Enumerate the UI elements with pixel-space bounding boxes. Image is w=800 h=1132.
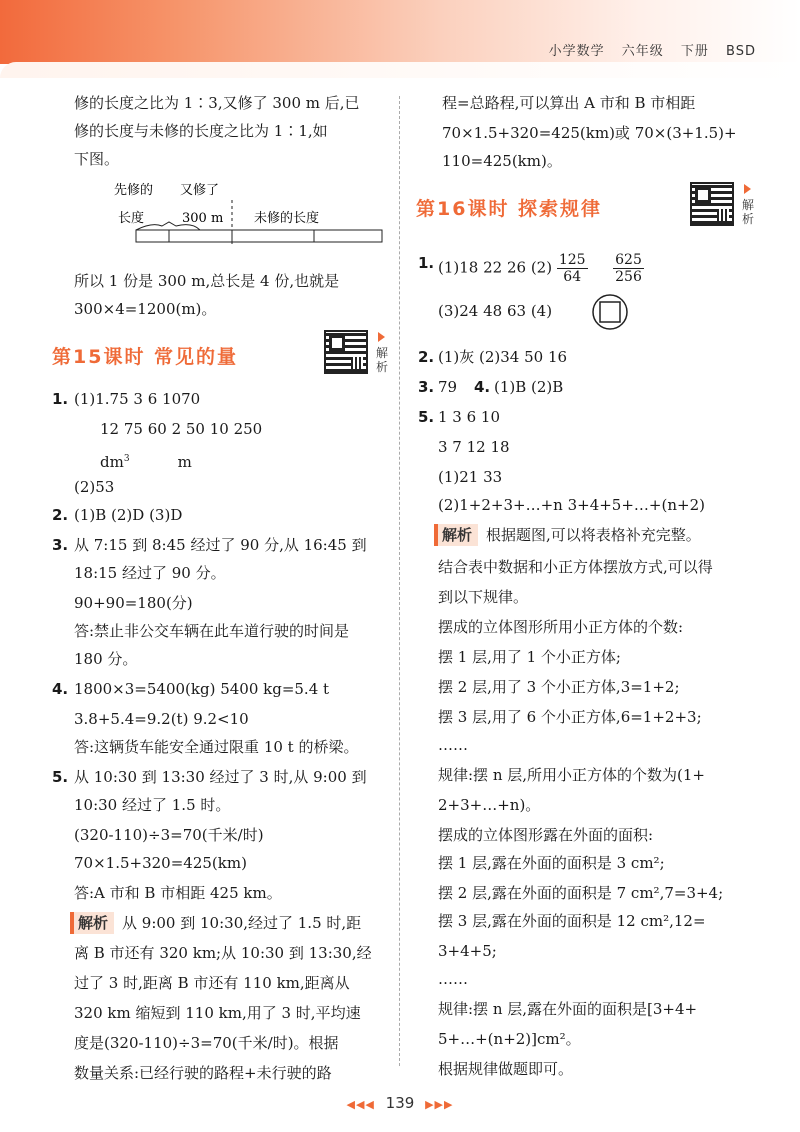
analysis-line: 摆成的立体图形露在外面的面积: [438, 826, 654, 844]
answer-line: (320-110)÷3=70(千米/时) [74, 826, 264, 844]
header-info [537, 40, 756, 59]
answer-line: (1)B (2)B [494, 378, 564, 396]
column-divider [399, 96, 400, 1066]
analysis-line: 摆成的立体图形所用小正方体的个数: [438, 618, 684, 636]
text-line: 300×4=1200(m)。 [74, 300, 217, 318]
analysis-tag: 解析 [434, 524, 478, 546]
answer-line: 12 75 60 2 50 10 250 [100, 420, 263, 438]
answer-line: 从 7:15 到 8:45 经过了 90 分,从 16:45 到 [74, 536, 367, 554]
question-number: 2. [418, 348, 435, 366]
question-number: 4. [474, 378, 491, 396]
answer-line: (1)1.75 3 6 1070 [74, 390, 201, 408]
analysis-line: …… [438, 970, 468, 988]
analysis-line: 摆 3 层,用了 6 个小正方体,6=1+2+3; [438, 708, 702, 726]
analysis-line: 3+4+5; [438, 942, 497, 960]
analysis-line: 摆 1 层,露在外面的面积是 3 cm²; [438, 854, 665, 872]
lesson-16-title: 第16课时 探索规律 [416, 198, 603, 220]
analysis-line: 过了 3 时,距离 B 市还有 110 km,距离从 [74, 974, 350, 992]
text-line: 下图。 [74, 150, 120, 168]
prev-arrows-icon: ◀◀◀ [346, 1098, 375, 1111]
play-icon [378, 332, 385, 342]
page-footer [0, 1094, 800, 1112]
diagram-bar [136, 230, 382, 242]
diagram-label-done: 先修的 [114, 183, 154, 198]
play-icon [744, 184, 751, 194]
question-number: 3. [52, 536, 69, 554]
analysis-line: 到以下规律。 [438, 588, 529, 606]
volume: 下册 [680, 44, 709, 59]
analysis-line: 320 km 缩短到 110 km,用了 3 时,平均速 [74, 1004, 361, 1022]
qr-code[interactable] [324, 330, 368, 374]
answer-line: 79 [438, 378, 458, 396]
analysis-line: 摆 3 层,露在外面的面积是 12 cm²,12= [438, 912, 706, 930]
question-number: 5. [52, 768, 69, 786]
analysis-line: 根据规律做题即可。 [438, 1060, 574, 1078]
analysis-line: 数量关系:已经行驶的路程+未行驶的路 [74, 1064, 332, 1082]
grade: 六年级 [621, 44, 664, 59]
answer-line: 答:这辆货车能安全通过限重 10 t 的桥梁。 [74, 738, 359, 756]
answer-line: $dm^3$ m [100, 453, 192, 471]
answer-line: (1)B (2)D (3)D [74, 506, 183, 524]
answer-line: 1 3 6 10 [438, 408, 501, 426]
analysis-line: 解析 从 9:00 到 10:30,经过了 1.5 时,距 [70, 912, 361, 934]
answer-line: (2)53 [74, 478, 115, 496]
fraction: $\frac{625}{256}$ [615, 252, 642, 285]
question-number: 2. [52, 506, 69, 524]
text-line: 70×1.5+320=425(km)或 70×(3+1.5)+ [442, 124, 737, 142]
diagram-label-more-2: 300 m [182, 211, 224, 226]
answer-line: 1800×3=5400(kg) 5400 kg=5.4 t [74, 680, 330, 698]
diagram-label-done-2: 长度 [118, 211, 145, 226]
answer-line: 答:禁止非公交车辆在此车道行驶的时间是 [74, 622, 350, 640]
analysis-line: 2+3+…+n)。 [438, 796, 541, 814]
answer-line: 90+90=180(分) [74, 594, 193, 612]
analysis-line: 离 B 市还有 320 km;从 10:30 到 13:30,经 [74, 944, 372, 962]
text-line: 所以 1 份是 300 m,总长是 4 份,也就是 [74, 272, 340, 290]
diagram-label-rest: 未修的长度 [254, 211, 320, 226]
qr-code[interactable] [690, 182, 734, 226]
answer-line: 180 分。 [74, 650, 138, 668]
text-line: 程=总路程,可以算出 A 市和 B 市相距 [442, 94, 696, 112]
analysis-line: 摆 2 层,露在外面的面积是 7 cm²,7=3+4; [438, 884, 724, 902]
analysis-line: 规律:摆 n 层,所用小正方体的个数为(1+ [438, 766, 705, 784]
analysis-line: 结合表中数据和小正方体摆放方式,可以得 [438, 558, 713, 576]
analysis-line: 度是(320-110)÷3=70(千米/时)。根据 [74, 1034, 339, 1052]
answer-line: (2)1+2+3+…+n 3+4+5+…+(n+2) [438, 496, 705, 514]
analysis-line: 解析 根据题图,可以将表格补充完整。 [434, 524, 701, 546]
analysis-line: 摆 1 层,用了 1 个小正方体; [438, 648, 621, 666]
answer-line: (3)24 48 63 (4) [438, 302, 553, 320]
qr-label: 解析 [742, 198, 755, 226]
answer-line: 答:A 市和 B 市相距 425 km。 [74, 884, 282, 902]
answer-line: 从 10:30 到 13:30 经过了 3 时,从 9:00 到 [74, 768, 367, 786]
answer-line: 18:15 经过了 90 分。 [74, 564, 226, 582]
analysis-line: 5+…+(n+2)]cm²。 [438, 1030, 581, 1048]
question-number: 3. [418, 378, 435, 396]
question-number: 1. [418, 254, 435, 272]
diagram-label-more: 又修了 [180, 183, 220, 198]
answer-line: (1)灰 (2)34 50 16 [438, 348, 568, 366]
text-line: 修的长度与未修的长度之比为 1∶1,如 [74, 122, 328, 140]
next-arrows-icon: ▶▶▶ [425, 1098, 454, 1111]
answer-line: 3.8+5.4=9.2(t) 9.2<10 [74, 710, 249, 728]
text-line: 110=425(km)。 [442, 152, 562, 170]
question-number: 4. [52, 680, 69, 698]
text-line: 修的长度之比为 1∶3,又修了 300 m 后,已 [74, 94, 360, 112]
answer-line: (1)18 22 26 (2) $\frac{125}{64}$ $\frac{625}{256}$ [438, 252, 642, 285]
answer-line: (1)21 33 [438, 468, 503, 486]
segment-diagram [52, 172, 392, 252]
page-number: 139 [385, 1094, 415, 1112]
question-number: 1. [52, 390, 69, 408]
analysis-line: …… [438, 736, 468, 754]
fraction: $\frac{125}{64}$ [558, 252, 586, 285]
subject: 小学数学 [548, 44, 605, 59]
analysis-line: 规律:摆 n 层,露在外面的面积是[3+4+ [438, 1000, 698, 1018]
analysis-line: 摆 2 层,用了 3 个小正方体,3=1+2; [438, 678, 680, 696]
lesson-15-title: 第15课时 常见的量 [52, 346, 239, 368]
qr-label: 解析 [376, 346, 389, 374]
answer-line: 10:30 经过了 1.5 时。 [74, 796, 231, 814]
edition: BSD [726, 44, 756, 59]
square-in-circle-figure [590, 292, 630, 332]
analysis-tag: 解析 [70, 912, 114, 934]
question-number: 5. [418, 408, 435, 426]
answer-line: 70×1.5+320=425(km) [74, 854, 247, 872]
answer-line: 3 7 12 18 [438, 438, 510, 456]
